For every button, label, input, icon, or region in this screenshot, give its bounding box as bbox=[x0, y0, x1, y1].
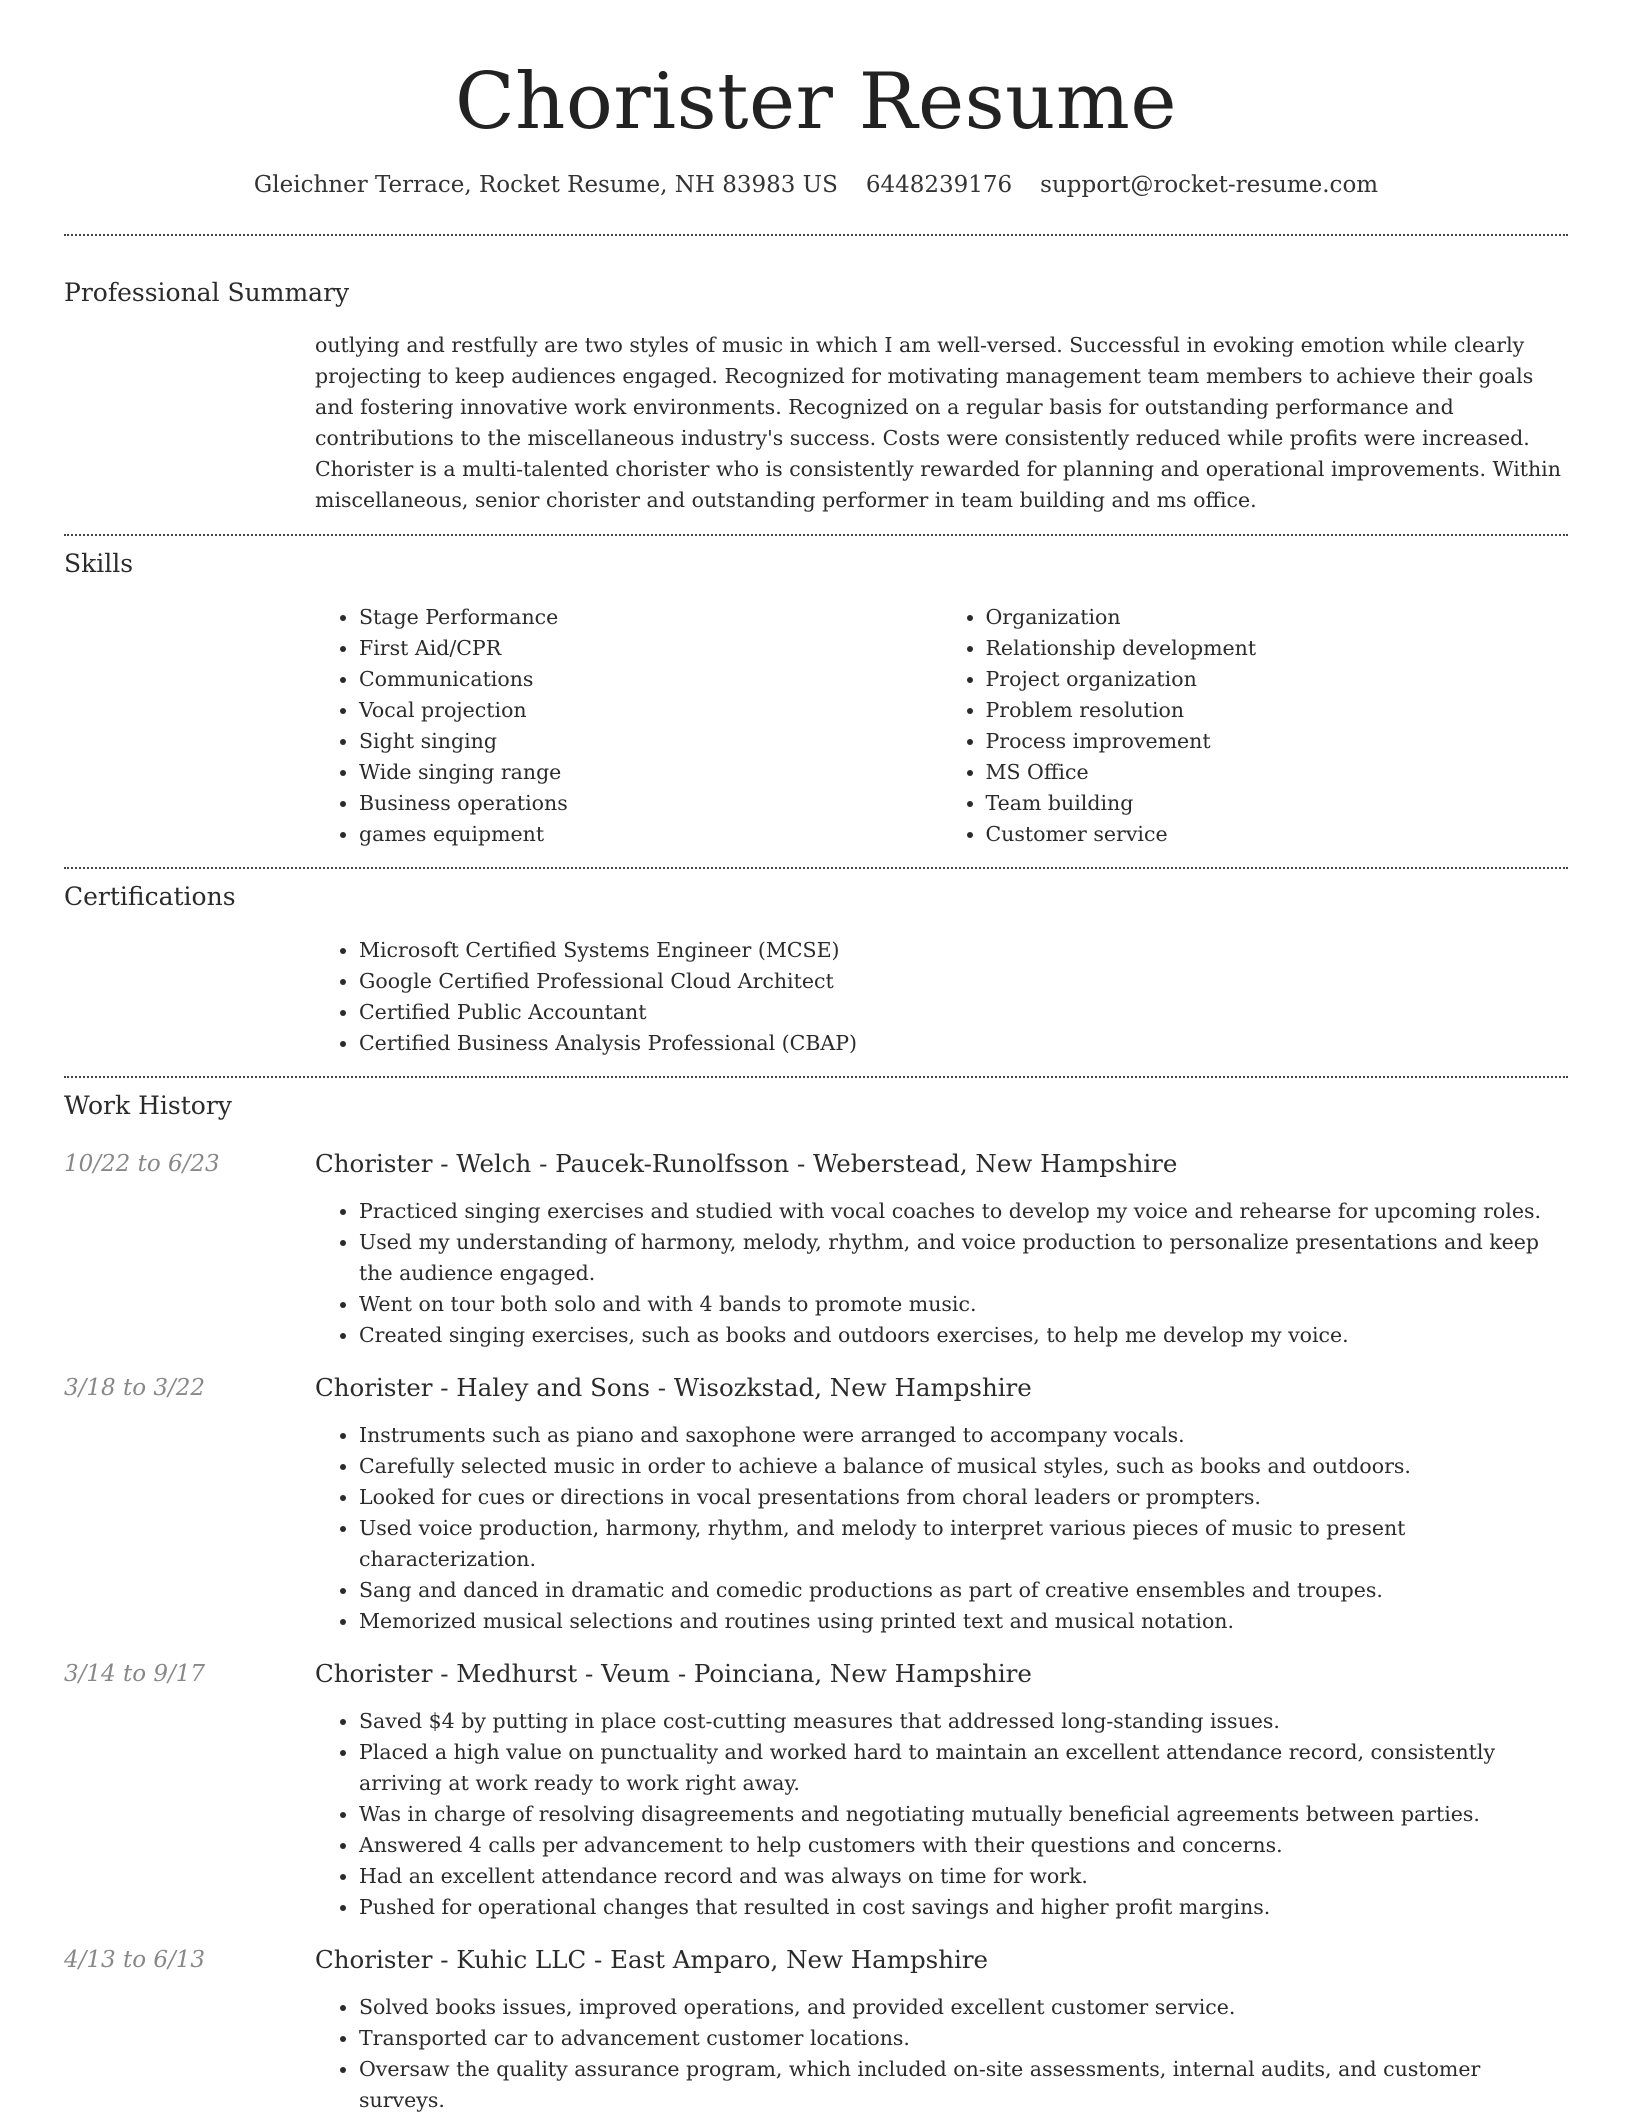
contact-phone: 6448239176 bbox=[865, 172, 1013, 198]
section-title-summary: Professional Summary bbox=[64, 278, 350, 307]
job-entry bbox=[64, 1944, 1568, 2116]
list-item: • Placed a high value on punctuality and worked hard to maintain an excellent attendance record, consistently arriving at work ready to work right away. bbox=[359, 1737, 1568, 1799]
list-item: • Had an excellent attendance record and was always on time for work. bbox=[359, 1861, 1568, 1892]
list-item: • Memorized musical selections and routines using printed text and musical notation. bbox=[359, 1606, 1568, 1637]
section-title-work-history: Work History bbox=[64, 1091, 232, 1120]
list-item: • Used voice production, harmony, rhythm, and melody to interpret various pieces of music to present characterization. bbox=[359, 1513, 1568, 1575]
list-item: • Microsoft Certified Systems Engineer (MCSE) bbox=[359, 935, 1568, 966]
contact-line bbox=[64, 170, 1568, 200]
list-item: • Instruments such as piano and saxophone were arranged to accompany vocals. bbox=[359, 1420, 1568, 1451]
job-title: Chorister - Medhurst - Veum - Poinciana, New Hampshire bbox=[315, 1659, 1032, 1688]
list-item: • Problem resolution bbox=[986, 695, 1569, 726]
contact-email: support@rocket-resume.com bbox=[1040, 172, 1379, 198]
list-item: • Created singing exercises, such as books and outdoors exercises, to help me develop my voice. bbox=[359, 1320, 1568, 1351]
list-item: • Used my understanding of harmony, melody, rhythm, and voice production to personalize presentations and keep the audience engaged. bbox=[359, 1227, 1568, 1289]
list-item: • Sang and danced in dramatic and comedic productions as part of creative ensembles and troupes. bbox=[359, 1575, 1568, 1606]
list-item: • Looked for cues or directions in vocal presentations from choral leaders or prompters. bbox=[359, 1482, 1568, 1513]
list-item: • Transported car to advancement customer locations. bbox=[359, 2023, 1568, 2054]
job-dates: 10/22 to 6/23 bbox=[64, 1151, 220, 1177]
list-item: • Customer service bbox=[986, 819, 1569, 850]
job-bullets bbox=[315, 1196, 1568, 1351]
job-title: Chorister - Welch - Paucek-Runolfsson - Weberstead, New Hampshire bbox=[315, 1149, 1178, 1178]
job-dates: 3/18 to 3/22 bbox=[64, 1375, 206, 1401]
list-item: • Saved $4 by putting in place cost-cutting measures that addressed long-standing issues. bbox=[359, 1706, 1568, 1737]
list-item: • Practiced singing exercises and studied with vocal coaches to develop my voice and rehearse for upcoming roles. bbox=[359, 1196, 1568, 1227]
list-item: • Pushed for operational changes that resulted in cost savings and higher profit margins. bbox=[359, 1892, 1568, 1923]
list-item: • Process improvement bbox=[986, 726, 1569, 757]
job-bullets bbox=[315, 1992, 1568, 2116]
resume-page bbox=[64, 0, 1568, 2116]
job-bullets bbox=[315, 1706, 1568, 1923]
list-item: • First Aid/CPR bbox=[359, 633, 942, 664]
list-item: • Solved books issues, improved operations, and provided excellent customer service. bbox=[359, 1992, 1568, 2023]
contact-address: Gleichner Terrace, Rocket Resume, NH 83983 US bbox=[253, 172, 838, 198]
job-title: Chorister - Haley and Sons - Wisozkstad, New Hampshire bbox=[315, 1373, 1032, 1402]
list-item: • Communications bbox=[359, 664, 942, 695]
skills-list bbox=[315, 602, 1568, 850]
divider bbox=[64, 1076, 1568, 1078]
section-title-skills: Skills bbox=[64, 549, 134, 578]
resume-title: Chorister Resume bbox=[455, 57, 1177, 147]
list-item: • Wide singing range bbox=[359, 757, 942, 788]
divider bbox=[64, 534, 1568, 536]
list-item: • Certified Business Analysis Professional (CBAP) bbox=[359, 1028, 1568, 1059]
job-dates: 4/13 to 6/13 bbox=[64, 1947, 206, 1973]
list-item: • Answered 4 calls per advancement to help customers with their questions and concerns. bbox=[359, 1830, 1568, 1861]
list-item: • Vocal projection bbox=[359, 695, 942, 726]
list-item: • games equipment bbox=[359, 819, 942, 850]
list-item: • Team building bbox=[986, 788, 1569, 819]
list-item: • Went on tour both solo and with 4 bands to promote music. bbox=[359, 1289, 1568, 1320]
list-item: • Business operations bbox=[359, 788, 942, 819]
summary-text: outlying and restfully are two styles of music in which I am well-versed. Successful in evoking emotion while clearly projecting to keep audiences engaged. Recognized for motivating management team members to achieve their goals and fostering innovative work environments. Recognized on a regular basis for outstanding performance and contributions to the miscellaneous industry's success. Costs were consistently reduced while profits were increased. Chorister is a multi-talented chorister who is consistently rewarded for planning and operational improvements. Within miscellaneous, senior chorister and outstanding performer in team building and ms office. bbox=[315, 333, 1561, 512]
list-item: • Google Certified Professional Cloud Architect bbox=[359, 966, 1568, 997]
list-item: • Sight singing bbox=[359, 726, 942, 757]
job-title: Chorister - Kuhic LLC - East Amparo, New Hampshire bbox=[315, 1945, 989, 1974]
list-item: • Relationship development bbox=[986, 633, 1569, 664]
skills-column-left bbox=[315, 602, 942, 850]
job-entry bbox=[64, 1148, 1568, 1351]
list-item: • Carefully selected music in order to achieve a balance of musical styles, such as books and outdoors. bbox=[359, 1451, 1568, 1482]
job-bullets bbox=[315, 1420, 1568, 1637]
list-item: • Organization bbox=[986, 602, 1569, 633]
divider bbox=[64, 867, 1568, 869]
job-entry bbox=[64, 1372, 1568, 1637]
section-title-certifications: Certifications bbox=[64, 882, 236, 911]
list-item: • Was in charge of resolving disagreements and negotiating mutually beneficial agreements between parties. bbox=[359, 1799, 1568, 1830]
list-item: • Project organization bbox=[986, 664, 1569, 695]
list-item: • Oversaw the quality assurance program, which included on-site assessments, internal audits, and customer surveys. bbox=[359, 2054, 1568, 2116]
divider bbox=[64, 234, 1568, 236]
skills-column-right bbox=[942, 602, 1569, 850]
list-item: • Stage Performance bbox=[359, 602, 942, 633]
list-item: • Certified Public Accountant bbox=[359, 997, 1568, 1028]
job-entry bbox=[64, 1658, 1568, 1923]
job-dates: 3/14 to 9/17 bbox=[64, 1661, 206, 1687]
certifications-list bbox=[315, 935, 1568, 1059]
list-item: • MS Office bbox=[986, 757, 1569, 788]
